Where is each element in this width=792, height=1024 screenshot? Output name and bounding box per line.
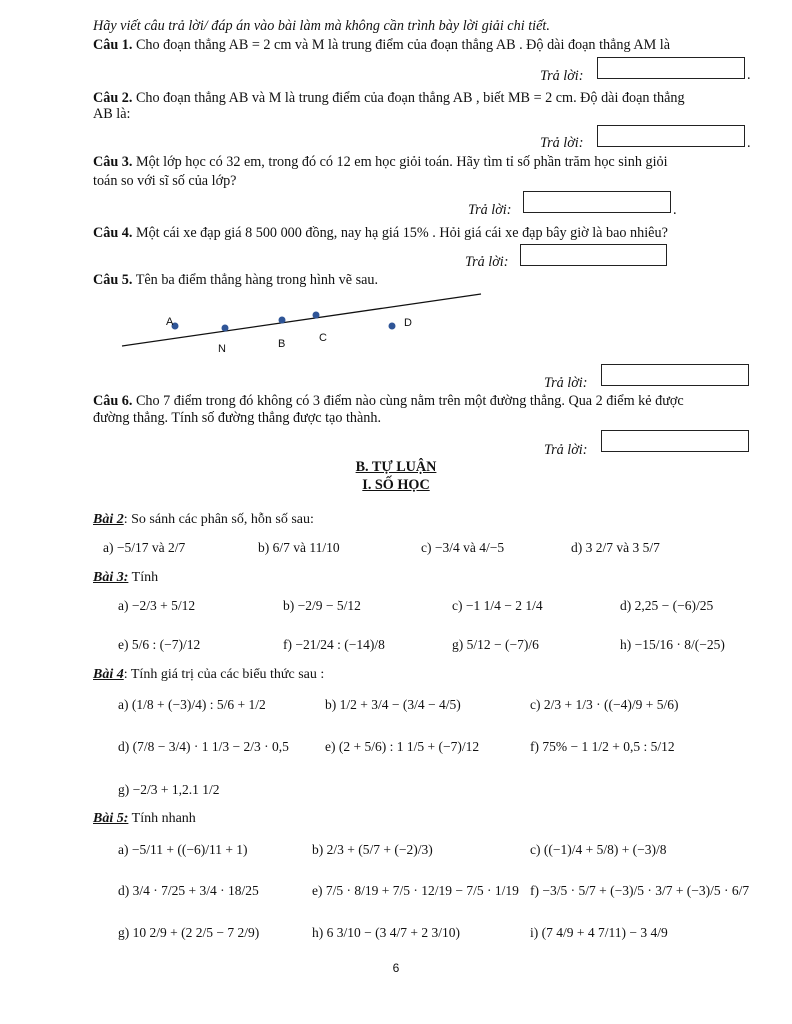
bai4-item-g: g) −2/3 + 1,2.1 1/2	[118, 782, 220, 797]
answer-box-6[interactable]	[601, 430, 749, 452]
label-d: D	[404, 317, 412, 329]
answer-label-6: Trả lời:	[544, 442, 588, 458]
question-4-label: Câu 4.	[93, 225, 133, 241]
answer-dot-3: .	[673, 202, 677, 218]
bai5-item-d: d) 3/4 · 7/25 + 3/4 · 18/25	[118, 883, 259, 898]
bai5-item-h: h) 6 3/10 − (3 4/7 + 2 3/10)	[312, 925, 460, 940]
bai4-item-a: a) (1/8 + (−3)/4) : 5/6 + 1/2	[118, 697, 266, 712]
point-d	[389, 323, 396, 330]
answer-label-2: Trả lời:	[540, 135, 584, 151]
bai2-instruction: : So sánh các phân số, hỗn số sau:	[123, 512, 314, 527]
bai4-item-f: f) 75% − 1 1/2 + 0,5 : 5/12	[530, 739, 675, 754]
section-heading-i: I. SỐ HỌC	[362, 477, 430, 493]
answer-box-5[interactable]	[601, 364, 749, 386]
bai4-item-b: b) 1/2 + 3/4 − (3/4 − 4/5)	[325, 697, 461, 712]
section-heading-b: B. TỰ LUẬN	[355, 459, 437, 475]
question-6	[93, 393, 684, 410]
bai5-item-f: f) −3/5 · 5/7 + (−3)/5 · 3/7 + (−3)/5 · 6/7	[530, 883, 750, 898]
bai5-item-g: g) 10 2/9 + (2 2/5 − 7 2/9)	[118, 925, 260, 940]
bai3-item-a: a) −2/3 + 5/12	[118, 598, 196, 613]
figure-line	[122, 294, 481, 346]
question-5-label: Câu 5.	[93, 272, 133, 288]
question-1-text: Cho đoạn thẳng AB = 2 cm và M là trung điểm của đoạn thẳng AB . Độ dài đoạn thẳng AM là	[135, 37, 671, 53]
bai4-item-e: e) (2 + 5/6) : 1 1/5 + (−7)/12	[325, 739, 480, 754]
bai2-item-a: a) −5/17 và 2/7	[103, 540, 186, 555]
bai5-instruction: Tính nhanh	[128, 811, 196, 826]
bai3-heading	[93, 570, 158, 586]
bai4-item-d: d) (7/8 − 3/4) · 1 1/3 − 2/3 · 0,5	[118, 739, 289, 754]
answer-dot-1: .	[747, 67, 751, 83]
bai3-item-h: h) −15/16 · 8/(−25)	[620, 637, 725, 652]
point-n	[222, 325, 229, 332]
answer-label-1: Trả lời:	[540, 68, 584, 84]
instruction-text: Hãy viết câu trả lời/ đáp án vào bài làm mà không cần trình bày lời giải chi tiết.	[93, 18, 550, 34]
question-3-label: Câu 3.	[93, 154, 133, 170]
question-2-label: Câu 2.	[93, 90, 133, 106]
label-b: B	[278, 338, 286, 350]
bai3-instruction: Tính	[128, 570, 159, 585]
bai3-item-b: b) −2/9 − 5/12	[283, 598, 361, 613]
bai3-item-f: f) −21/24 : (−14)/8	[283, 637, 385, 652]
bai2-title: Bài 2	[93, 512, 124, 527]
question-2-text: Cho đoạn thẳng AB và M là trung điểm của đoạn thẳng AB , biết MB = 2 cm. Độ dài đoạn thẳng	[135, 90, 685, 106]
question-6-label: Câu 6.	[93, 393, 133, 409]
question-6-text-cont: đường thẳng. Tính số đường thẳng được tạo thành.	[93, 410, 382, 426]
bai2-item-b: b) 6/7 và 11/10	[258, 540, 340, 555]
question-4-text: Một cái xe đạp giá 8 500 000 đồng, nay hạ giá 15% . Hỏi giá cái xe đạp bây giờ là bao nhiêu?	[135, 225, 668, 241]
question-3-text-cont: toán so với sĩ số của lớp?	[93, 173, 237, 189]
question-1-label: Câu 1.	[93, 37, 133, 53]
bai4-item-c: c) 2/3 + 1/3 · ((−4)/9 + 5/6)	[530, 697, 679, 712]
bai4-instruction: : Tính giá trị của các biểu thức sau :	[123, 667, 325, 682]
question-3-text: Một lớp học có 32 em, trong đó có 12 em học giỏi toán. Hãy tìm tỉ số phần trăm học sinh giỏi	[135, 154, 668, 170]
question-5-text: Tên ba điểm thẳng hàng trong hình vẽ sau.	[135, 272, 379, 288]
bai5-item-c: c) ((−1)/4 + 5/8) + (−3)/8	[530, 842, 667, 857]
bai4-heading	[93, 667, 324, 683]
answer-label-4: Trả lời:	[465, 254, 509, 270]
bai2-heading	[93, 512, 314, 528]
bai3-item-e: e) 5/6 : (−7)/12	[118, 637, 201, 652]
label-a: A	[166, 316, 174, 328]
page-number: 6	[392, 961, 400, 975]
answer-label-5: Trả lời:	[544, 375, 588, 391]
bai5-title: Bài 5:	[93, 811, 129, 826]
bai2-item-d: d) 3 2/7 và 3 5/7	[571, 540, 660, 555]
bai3-item-c: c) −1 1/4 − 2 1/4	[452, 598, 543, 613]
question-6-text: Cho 7 điểm trong đó không có 3 điểm nào cùng nằm trên một đường thẳng. Qua 2 điểm kẻ được	[135, 393, 684, 409]
question-2-text-cont: AB là:	[93, 106, 131, 122]
bai4-title: Bài 4	[93, 667, 124, 682]
label-c: C	[319, 332, 327, 344]
bai3-item-d: d) 2,25 − (−6)/25	[620, 598, 714, 613]
point-b	[279, 317, 286, 324]
bai2-item-c: c) −3/4 và 4/−5	[421, 540, 505, 555]
answer-dot-2: .	[747, 135, 751, 151]
collinear-points-figure	[0, 0, 792, 360]
bai5-item-b: b) 2/3 + (5/7 + (−2)/3)	[312, 842, 433, 857]
bai5-item-a: a) −5/11 + ((−6)/11 + 1)	[118, 842, 248, 857]
bai5-heading	[93, 811, 196, 827]
answer-label-3: Trả lời:	[468, 202, 512, 218]
bai5-item-i: i) (7 4/9 + 4 7/11) − 3 4/9	[530, 925, 668, 940]
bai3-title: Bài 3:	[93, 570, 129, 585]
bai3-item-g: g) 5/12 − (−7)/6	[452, 637, 539, 652]
label-n: N	[218, 343, 226, 355]
point-c	[313, 312, 320, 319]
bai5-item-e: e) 7/5 · 8/19 + 7/5 · 12/19 − 7/5 · 1/19	[312, 883, 519, 898]
